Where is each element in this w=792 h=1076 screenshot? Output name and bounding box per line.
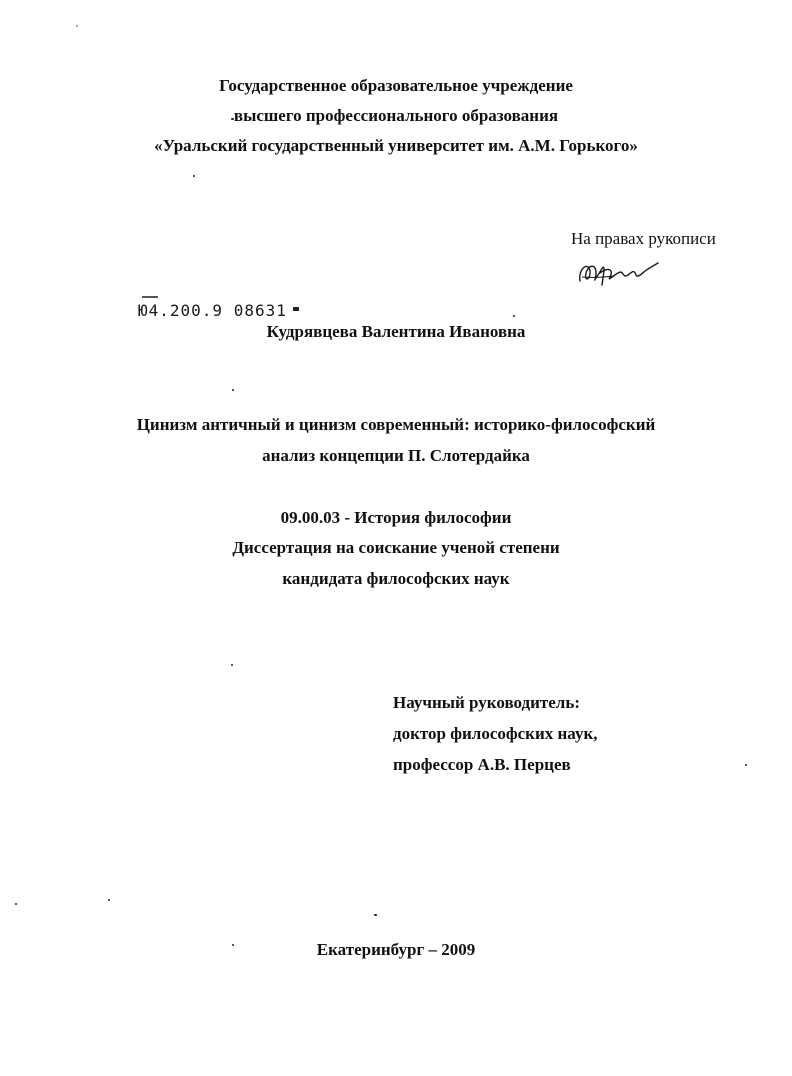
title-line-1: Цинизм античный и цинизм современный: историко-философский xyxy=(136,415,656,434)
institution-line-3: «Уральский государственный университет им. А.М. Горького» xyxy=(154,136,638,155)
supervisor-heading: Научный руководитель: xyxy=(393,693,580,712)
scan-speck xyxy=(231,664,233,666)
author-name: Кудрявцева Валентина Ивановна xyxy=(266,322,526,341)
scan-speck xyxy=(15,903,17,905)
supervisor-name: профессор А.В. Перцев xyxy=(393,755,571,774)
scan-speck xyxy=(374,914,377,916)
degree-line-2: кандидата философских наук xyxy=(282,569,510,588)
scan-speck xyxy=(232,944,234,946)
institution-line-1: Государственное образовательное учреждение xyxy=(219,76,573,95)
scan-speck xyxy=(745,764,747,766)
scan-speck xyxy=(231,118,234,120)
scan-speck xyxy=(232,389,234,391)
scan-speck xyxy=(193,175,195,177)
scan-speck xyxy=(108,899,110,901)
institution-line-2: высшего профессионального образования xyxy=(233,106,559,125)
specialty-code: 09.00.03 - История философии xyxy=(280,508,512,527)
manuscript-note: На правах рукописи xyxy=(571,229,716,248)
supervisor-degree: доктор философских наук, xyxy=(393,724,598,743)
registration-number: Ю4.200.9 08631 xyxy=(138,301,287,320)
title-line-2: анализ концепции П. Слотердайка xyxy=(262,446,530,465)
city-year: Екатеринбург – 2009 xyxy=(316,940,476,959)
scan-speck xyxy=(513,315,515,317)
handwritten-signature xyxy=(574,255,664,291)
degree-line-1: Диссертация на соискание ученой степени xyxy=(232,538,560,557)
scan-speck xyxy=(76,25,78,27)
